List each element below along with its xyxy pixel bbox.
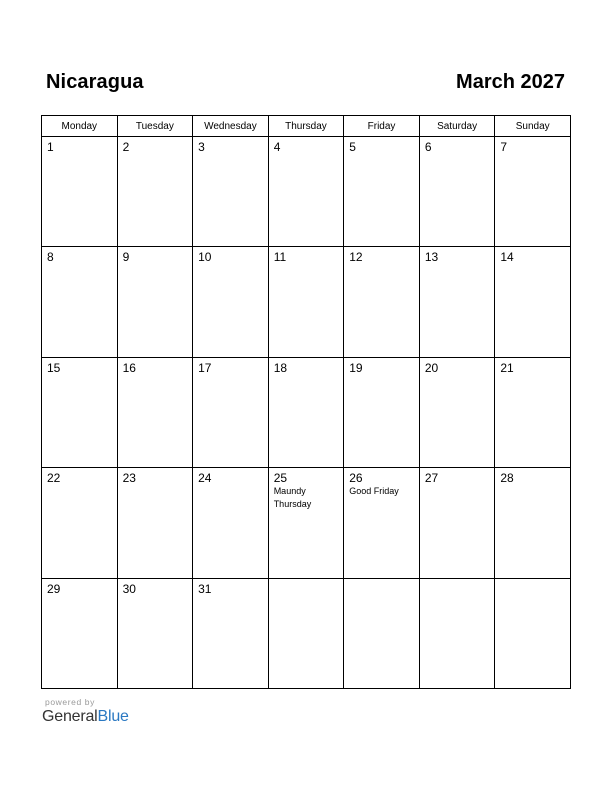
day-cell bbox=[193, 578, 269, 688]
footer-branding bbox=[42, 697, 129, 726]
holiday-label: Good Friday bbox=[349, 486, 399, 497]
day-number: 27 bbox=[424, 471, 439, 486]
day-number: 19 bbox=[349, 360, 363, 375]
week-row-4 bbox=[42, 468, 571, 578]
day-cell bbox=[419, 357, 495, 467]
country-title: Nicaragua bbox=[46, 71, 144, 93]
day-number: 31 bbox=[198, 581, 212, 596]
week-row-5 bbox=[42, 578, 571, 688]
weekday-header-wednesday: Wednesday bbox=[193, 116, 269, 137]
day-number bbox=[420, 579, 495, 582]
day-number: 5 bbox=[349, 140, 356, 154]
day-cell bbox=[344, 137, 420, 247]
day-cell bbox=[419, 578, 495, 688]
day-number bbox=[344, 579, 419, 582]
day-number: 17 bbox=[198, 360, 212, 375]
day-cell bbox=[42, 137, 118, 247]
day-cell bbox=[268, 137, 344, 247]
day-cell bbox=[117, 578, 193, 688]
day-cell bbox=[193, 247, 269, 357]
day-number: 25 bbox=[273, 471, 288, 486]
day-number: 11 bbox=[273, 250, 287, 265]
holiday-label: Maundy Thursday bbox=[273, 486, 312, 510]
day-number: 13 bbox=[424, 250, 439, 265]
day-cell bbox=[117, 247, 193, 357]
day-cell bbox=[344, 357, 420, 467]
calendar-grid bbox=[41, 115, 571, 689]
day-cell bbox=[495, 357, 571, 467]
day-number: 12 bbox=[349, 250, 363, 265]
day-cell bbox=[495, 578, 571, 688]
day-number: 10 bbox=[198, 250, 212, 265]
day-cell bbox=[117, 357, 193, 467]
day-number bbox=[495, 579, 570, 582]
day-number: 8 bbox=[47, 250, 54, 265]
brand-general-text: General bbox=[42, 708, 98, 725]
day-number bbox=[269, 579, 344, 582]
day-cell bbox=[42, 247, 118, 357]
weekday-header-row bbox=[42, 116, 571, 137]
weekday-header-thursday: Thursday bbox=[268, 116, 344, 137]
weekday-header-friday: Friday bbox=[344, 116, 420, 137]
day-number: 14 bbox=[500, 250, 514, 265]
week-row-2 bbox=[42, 247, 571, 357]
day-cell bbox=[495, 137, 571, 247]
weekday-header-sunday: Sunday bbox=[495, 116, 571, 137]
day-number: 6 bbox=[424, 140, 432, 154]
month-title: March 2027 bbox=[456, 71, 565, 93]
day-cell bbox=[495, 468, 571, 578]
day-number: 7 bbox=[500, 140, 508, 154]
day-cell bbox=[495, 247, 571, 357]
day-cell bbox=[268, 247, 344, 357]
day-cell bbox=[42, 578, 118, 688]
day-number: 18 bbox=[273, 360, 288, 375]
day-cell bbox=[117, 137, 193, 247]
day-number: 21 bbox=[500, 360, 514, 375]
day-cell bbox=[419, 468, 495, 578]
day-cell bbox=[344, 247, 420, 357]
day-number: 23 bbox=[122, 471, 136, 486]
day-cell bbox=[268, 357, 344, 467]
day-number: 28 bbox=[500, 471, 514, 486]
day-number: 29 bbox=[47, 581, 61, 596]
day-cell bbox=[193, 137, 269, 247]
day-number: 3 bbox=[198, 140, 205, 154]
day-cell bbox=[419, 247, 495, 357]
day-number: 30 bbox=[122, 581, 136, 596]
day-number: 26 bbox=[349, 471, 363, 486]
day-cell bbox=[193, 357, 269, 467]
brand-blue-text: Blue bbox=[97, 708, 129, 725]
day-cell bbox=[268, 578, 344, 688]
day-cell bbox=[344, 578, 420, 688]
day-number: 16 bbox=[122, 360, 136, 375]
generalblue-logo[interactable] bbox=[42, 708, 129, 726]
day-number: 1 bbox=[47, 140, 54, 154]
day-number: 24 bbox=[198, 471, 212, 486]
weekday-header-monday: Monday bbox=[42, 116, 118, 137]
day-number: 22 bbox=[47, 471, 61, 486]
day-number: 4 bbox=[273, 140, 281, 154]
day-cell bbox=[42, 468, 118, 578]
weekday-header-tuesday: Tuesday bbox=[117, 116, 193, 137]
weekday-header-saturday: Saturday bbox=[419, 116, 495, 137]
day-cell bbox=[117, 468, 193, 578]
day-number: 2 bbox=[122, 140, 130, 154]
day-cell bbox=[42, 357, 118, 467]
day-number: 20 bbox=[424, 360, 439, 375]
day-cell bbox=[268, 468, 344, 578]
day-number: 15 bbox=[47, 360, 61, 375]
day-cell bbox=[344, 468, 420, 578]
day-cell bbox=[193, 468, 269, 578]
week-row-1 bbox=[42, 137, 571, 247]
day-number: 9 bbox=[122, 250, 130, 265]
day-cell bbox=[419, 137, 495, 247]
powered-by-text: powered by bbox=[45, 697, 95, 707]
week-row-3 bbox=[42, 357, 571, 467]
